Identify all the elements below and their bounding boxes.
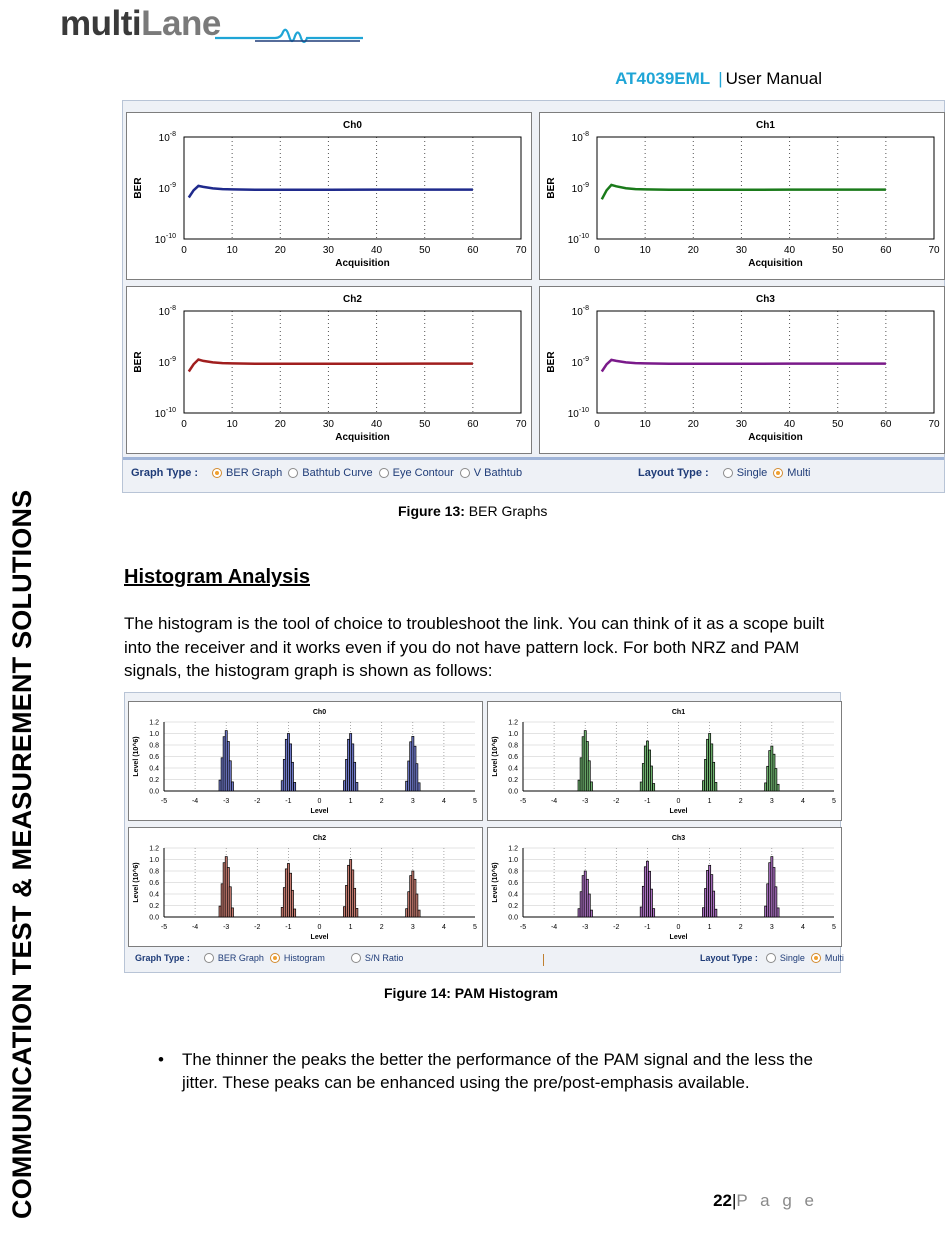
x-tick-label: 70 <box>928 419 940 430</box>
x-tick-label: -4 <box>191 798 199 805</box>
y-tick-label: 1.0 <box>149 731 159 738</box>
x-tick-label: 70 <box>928 245 940 256</box>
histogram-bar <box>775 887 777 917</box>
histogram-bar <box>653 784 655 792</box>
y-axis-label: Level (10^6) <box>133 862 140 903</box>
x-tick-label: 5 <box>832 798 836 805</box>
x-tick-label: -5 <box>160 798 168 805</box>
x-tick-label: 70 <box>515 245 527 256</box>
y-tick-label: 1.0 <box>149 857 159 864</box>
chart-title: Ch3 <box>671 835 686 842</box>
histogram-chart-ch3 <box>487 827 842 947</box>
radio-label: BER Graph <box>226 467 283 479</box>
ber-series-line <box>189 186 473 198</box>
x-tick-label: -4 <box>191 924 199 931</box>
x-tick-label: 3 <box>769 798 774 805</box>
x-tick-label: -1 <box>644 924 651 931</box>
histogram-bar <box>713 891 715 917</box>
y-tick-label: 0.8 <box>149 742 159 750</box>
x-axis-label: Acquisition <box>335 258 390 269</box>
chart-title: Ch0 <box>312 709 327 716</box>
x-tick-label: 30 <box>322 245 334 256</box>
y-axis-label: Level (10^6) <box>492 862 499 903</box>
x-tick-label: 4 <box>800 924 805 931</box>
radio-ber-graph[interactable] <box>204 953 214 963</box>
histogram-bar <box>713 762 715 791</box>
x-tick-label: 20 <box>274 245 286 256</box>
x-tick-label: 5 <box>832 924 836 931</box>
histogram-bar <box>775 769 777 791</box>
x-tick-label: -4 <box>550 924 558 931</box>
radio-ber-graph[interactable] <box>212 468 222 478</box>
y-axis-label: Level (10^6) <box>133 736 140 777</box>
y-tick-label: $10^{-9}$ <box>158 356 176 369</box>
logo-wave-icon <box>215 26 365 48</box>
y-tick-label: $10^{-10}$ <box>154 407 176 420</box>
x-axis-label: Level <box>669 934 688 941</box>
histogram-bar <box>715 782 717 791</box>
x-tick-label: 0 <box>594 419 600 430</box>
x-tick-label: -2 <box>613 798 620 805</box>
radio-label: Multi <box>824 953 844 963</box>
ber-graph-window <box>122 100 945 493</box>
y-tick-label: 0.0 <box>149 914 159 922</box>
y-tick-label: 0.2 <box>149 903 159 910</box>
y-tick-label: 1.2 <box>149 845 159 853</box>
x-tick-label: 50 <box>832 245 844 256</box>
y-tick-label: 0.6 <box>149 880 159 887</box>
y-axis-label: BER <box>133 177 144 199</box>
radio-label: BER Graph <box>217 953 264 963</box>
header-divider: | <box>718 69 723 88</box>
figure-13-caption <box>398 503 547 519</box>
y-tick-label: 0.8 <box>508 868 518 876</box>
radio-label: V Bathtub <box>473 467 523 479</box>
side-banner: COMMUNICATION TEST & MEASUREMENT SOLUTIONS <box>7 489 37 1219</box>
x-tick-label: 2 <box>379 798 384 805</box>
x-tick-label: 10 <box>639 419 651 430</box>
histogram-bar <box>229 761 231 791</box>
x-tick-label: 40 <box>371 245 383 256</box>
x-tick-label: 70 <box>515 419 527 430</box>
histogram-bar <box>354 888 356 917</box>
x-tick-label: 40 <box>784 419 796 430</box>
x-axis-label: Level <box>310 808 329 815</box>
x-tick-label: 5 <box>473 798 477 805</box>
x-tick-label: 10 <box>226 419 238 430</box>
x-tick-label: -2 <box>254 798 261 805</box>
y-axis-label: BER <box>546 177 557 199</box>
manual-title: User Manual <box>725 69 822 88</box>
x-tick-label: -1 <box>285 924 292 931</box>
plot-area <box>597 137 934 239</box>
x-tick-label: 5 <box>473 924 477 931</box>
radio-eye-contour[interactable] <box>379 468 389 478</box>
y-tick-label: $10^{-10}$ <box>567 233 589 246</box>
product-name: AT4039EML <box>615 69 711 88</box>
ber-graph-type-controls <box>131 467 522 479</box>
radio-single[interactable] <box>723 468 733 478</box>
y-tick-label: 0.6 <box>508 754 518 761</box>
y-tick-label: 0.6 <box>508 880 518 887</box>
chart-title: Ch0 <box>343 120 362 131</box>
histogram-bar <box>777 908 779 917</box>
x-axis-label: Acquisition <box>748 258 803 269</box>
graph-type-label: Graph Type : <box>131 467 199 479</box>
radio-v-bathtub[interactable] <box>460 468 470 478</box>
x-axis-label: Acquisition <box>748 432 803 443</box>
x-tick-label: 0 <box>594 245 600 256</box>
x-tick-label: 50 <box>832 419 844 430</box>
ber-series-line <box>602 185 886 199</box>
x-tick-label: 0 <box>676 798 681 805</box>
divider <box>543 954 544 966</box>
x-tick-label: 60 <box>880 245 892 256</box>
logo-text-lane: Lane <box>141 4 221 43</box>
layout-type-label: Layout Type : <box>638 467 709 479</box>
y-tick-label: 0.4 <box>149 891 159 899</box>
histogram-bar <box>229 887 231 917</box>
radio-histogram[interactable] <box>270 953 280 963</box>
figure-text: BER Graphs <box>464 503 548 519</box>
y-tick-label: 0.4 <box>508 891 518 899</box>
y-tick-label: 0.4 <box>149 765 159 773</box>
y-tick-label: $10^{-9}$ <box>158 182 176 195</box>
footer-divider: | <box>732 1191 737 1210</box>
y-tick-label: 1.0 <box>508 857 518 864</box>
ber-chart-ch0 <box>126 112 532 280</box>
radio-label: Single <box>736 467 768 479</box>
x-tick-label: 40 <box>371 419 383 430</box>
ber-chart-ch1 <box>539 112 945 280</box>
x-tick-label: 4 <box>441 924 446 931</box>
x-tick-label: 2 <box>738 798 743 805</box>
y-tick-label: $10^{-9}$ <box>571 356 589 369</box>
x-tick-label: 1 <box>348 924 353 931</box>
chart-title: Ch2 <box>312 835 327 842</box>
x-tick-label: -3 <box>223 798 230 805</box>
hist-graph-type-controls <box>135 953 403 963</box>
chart-title: Ch3 <box>756 294 775 305</box>
histogram-bar <box>588 894 590 917</box>
radio-label: Histogram <box>283 953 325 963</box>
x-axis-label: Level <box>669 808 688 815</box>
histogram-bar <box>416 764 418 791</box>
x-tick-label: 2 <box>738 924 743 931</box>
bullet-icon: • <box>158 1050 164 1069</box>
x-tick-label: 4 <box>441 798 446 805</box>
histogram-bar <box>294 782 296 791</box>
x-tick-label: 30 <box>735 419 747 430</box>
radio-label: Multi <box>787 467 811 479</box>
x-tick-label: 10 <box>639 245 651 256</box>
y-tick-label: 0.2 <box>149 777 159 784</box>
logo-text-multi: multi <box>60 4 142 43</box>
histogram-chart-ch2 <box>128 827 483 947</box>
radio-label: Single <box>779 953 805 963</box>
bullet-text: The thinner the peaks the better the performance of the PAM signal and the less the jitter. These peaks can be enhanced using the pre/post-emphasis available. <box>182 1050 813 1092</box>
plot-area <box>184 137 521 239</box>
histogram-bar <box>354 762 356 791</box>
y-tick-label: 0.0 <box>508 914 518 922</box>
x-tick-label: 20 <box>687 419 699 430</box>
divider <box>123 457 944 460</box>
chart-title: Ch1 <box>671 709 686 716</box>
x-tick-label: 0 <box>181 245 187 256</box>
histogram-bar <box>777 784 779 791</box>
page-word: P a g e <box>736 1191 818 1210</box>
document-header <box>615 69 822 89</box>
x-tick-label: 3 <box>769 924 774 931</box>
radio-sn-ratio[interactable] <box>351 953 361 963</box>
x-tick-label: -5 <box>519 798 527 805</box>
y-tick-label: $10^{-8}$ <box>158 131 176 144</box>
histogram-bar <box>715 909 717 917</box>
x-axis-label: Acquisition <box>335 432 390 443</box>
histogram-bar <box>356 782 358 791</box>
x-tick-label: 1 <box>707 924 712 931</box>
radio-single[interactable] <box>766 953 776 963</box>
x-tick-label: 30 <box>735 245 747 256</box>
x-tick-label: 50 <box>419 245 431 256</box>
x-tick-label: 20 <box>274 419 286 430</box>
y-tick-label: 1.2 <box>149 719 159 727</box>
y-tick-label: 1.2 <box>508 719 518 727</box>
histogram-bar <box>650 889 652 917</box>
x-tick-label: 30 <box>322 419 334 430</box>
y-tick-label: 1.2 <box>508 845 518 853</box>
x-tick-label: 60 <box>467 419 479 430</box>
y-tick-label: $10^{-8}$ <box>571 131 589 144</box>
x-tick-label: 3 <box>410 798 415 805</box>
layout-type-label: Layout Type : <box>700 953 758 963</box>
histogram-window <box>124 692 844 973</box>
ber-series-line <box>189 360 473 372</box>
y-tick-label: 0.6 <box>149 754 159 761</box>
plot-area <box>597 311 934 413</box>
y-tick-label: 0.8 <box>149 868 159 876</box>
histogram-bar <box>418 910 420 917</box>
histogram-bar <box>588 761 590 791</box>
body-paragraph: The histogram is the tool of choice to troubleshoot the link. You can think of it as a scope built into the receiver and it works even if you do not have pattern lock. For both NRZ and PAM signals, the histogram graph is shown as follows: <box>124 614 825 680</box>
graph-type-label: Graph Type : <box>135 953 190 963</box>
radio-multi[interactable] <box>773 468 783 478</box>
histogram-bar <box>294 909 296 917</box>
radio-label: Eye Contour <box>392 467 454 479</box>
x-tick-label: 60 <box>880 419 892 430</box>
y-tick-label: $10^{-8}$ <box>571 305 589 318</box>
histogram-bar <box>356 908 358 917</box>
y-tick-label: $10^{-9}$ <box>571 182 589 195</box>
y-tick-label: 0.2 <box>508 903 518 910</box>
histogram-bar <box>231 908 233 917</box>
x-tick-label: 3 <box>410 924 415 931</box>
y-tick-label: $10^{-10}$ <box>154 233 176 246</box>
x-axis-label: Level <box>310 934 329 941</box>
page-footer <box>713 1191 818 1211</box>
histogram-bar <box>590 910 592 917</box>
x-tick-label: 2 <box>379 924 384 931</box>
histogram-bar <box>231 782 233 791</box>
x-tick-label: 0 <box>676 924 681 931</box>
x-tick-label: 40 <box>784 245 796 256</box>
x-tick-label: -5 <box>160 924 168 931</box>
x-tick-label: 1 <box>348 798 353 805</box>
plot-area <box>184 311 521 413</box>
histogram-bar <box>291 890 293 917</box>
histogram-bar <box>650 766 652 791</box>
x-tick-label: -3 <box>223 924 230 931</box>
ber-chart-ch3 <box>539 286 945 454</box>
page-number: 22 <box>713 1191 732 1210</box>
x-tick-label: -3 <box>582 924 589 931</box>
radio-label: Bathtub Curve <box>302 467 373 479</box>
x-tick-label: -3 <box>582 798 589 805</box>
section-heading: Histogram Analysis <box>124 566 310 588</box>
y-tick-label: $10^{-10}$ <box>567 407 589 420</box>
histogram-chart-ch1 <box>487 701 842 821</box>
x-tick-label: -2 <box>613 924 620 931</box>
x-tick-label: 60 <box>467 245 479 256</box>
histogram-bar <box>416 894 418 917</box>
x-tick-label: 0 <box>317 798 322 805</box>
y-tick-label: 0.8 <box>508 742 518 750</box>
figure-14-caption: Figure 14: PAM Histogram <box>384 985 558 1001</box>
histogram-bar <box>590 782 592 791</box>
multilane-logo <box>60 4 310 48</box>
radio-label: S/N Ratio <box>364 953 404 963</box>
y-tick-label: 0.0 <box>149 788 159 796</box>
x-tick-label: 50 <box>419 419 431 430</box>
histogram-bar <box>291 762 293 791</box>
x-tick-label: 20 <box>687 245 699 256</box>
histogram-bar <box>418 783 420 791</box>
radio-bathtub-curve[interactable] <box>288 468 298 478</box>
ber-chart-ch2 <box>126 286 532 454</box>
ber-layout-type-controls <box>638 467 811 479</box>
x-tick-label: 0 <box>181 419 187 430</box>
x-tick-label: -1 <box>285 798 292 805</box>
y-tick-label: 0.0 <box>508 788 518 796</box>
x-tick-label: -5 <box>519 924 527 931</box>
y-axis-label: BER <box>133 351 144 373</box>
y-tick-label: 1.0 <box>508 731 518 738</box>
x-tick-label: 0 <box>317 924 322 931</box>
y-tick-label: $10^{-8}$ <box>158 305 176 318</box>
x-tick-label: 10 <box>226 245 238 256</box>
y-axis-label: BER <box>546 351 557 373</box>
x-tick-label: -2 <box>254 924 261 931</box>
y-axis-label: Level (10^6) <box>492 736 499 777</box>
hist-layout-type-controls <box>700 953 844 963</box>
x-tick-label: 4 <box>800 798 805 805</box>
histogram-chart-ch0 <box>128 701 483 821</box>
chart-title: Ch2 <box>343 294 362 305</box>
chart-title: Ch1 <box>756 120 775 131</box>
figure-label: Figure 13: <box>398 503 465 519</box>
x-tick-label: 1 <box>707 798 712 805</box>
y-tick-label: 0.2 <box>508 777 518 784</box>
y-tick-label: 0.4 <box>508 765 518 773</box>
histogram-bar <box>653 909 655 917</box>
x-tick-label: -4 <box>550 798 558 805</box>
ber-series-line <box>602 360 886 372</box>
radio-multi[interactable] <box>811 953 821 963</box>
x-tick-label: -1 <box>644 798 651 805</box>
